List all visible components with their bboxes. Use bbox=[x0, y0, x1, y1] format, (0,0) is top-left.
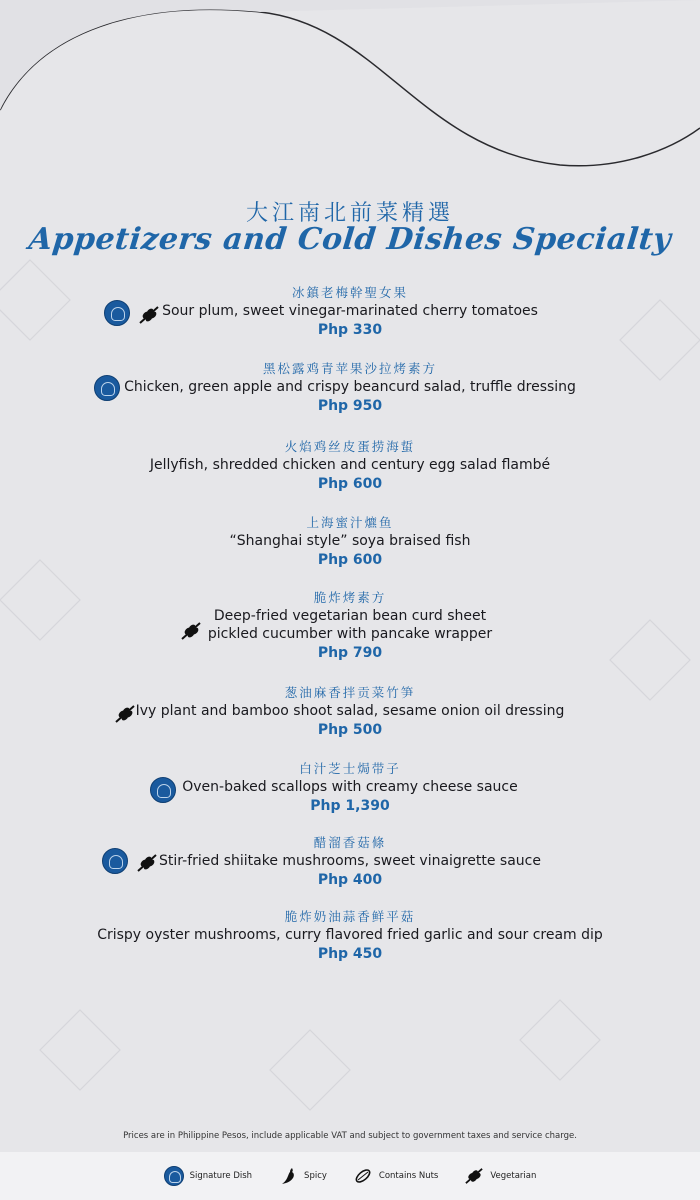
dish-description: Deep-fried vegetarian bean curd sheet bbox=[213, 608, 487, 624]
dish-name-chinese: 火焰鸡丝皮蛋捞海蜇 bbox=[284, 439, 416, 454]
dish-price: Php 600 bbox=[317, 476, 383, 492]
dish-price: Php 500 bbox=[317, 722, 383, 738]
dish-description: Sour plum, sweet vinegar-marinated cherry tomatoes bbox=[162, 303, 538, 319]
menu-item bbox=[0, 514, 700, 570]
legend-label: Contains Nuts bbox=[378, 1171, 439, 1181]
dish-description: Jellyfish, shredded chicken and century egg salad flambé bbox=[149, 457, 551, 473]
vegetarian-icon bbox=[114, 703, 136, 724]
legend-signature-dish bbox=[164, 1166, 252, 1186]
dish-description: Crispy oyster mushrooms, curry flavored fried garlic and sour cream dip bbox=[97, 927, 603, 943]
dish-price: Php 1,390 bbox=[310, 798, 390, 814]
legend-spicy bbox=[278, 1166, 327, 1186]
dish-price: Php 330 bbox=[317, 322, 383, 338]
menu-item bbox=[0, 760, 700, 816]
price-disclaimer: Prices are in Philippine Pesos, include applicable VAT and subject to government taxes and service charge. bbox=[123, 1131, 577, 1141]
menu-item bbox=[0, 438, 700, 494]
dish-price: Php 450 bbox=[317, 946, 383, 962]
dish-price: Php 400 bbox=[317, 872, 383, 888]
dish-name-chinese: 黑松露鸡青苹果沙拉烤素方 bbox=[262, 361, 437, 376]
dish-name-chinese: 冰鎮老梅幹聖女果 bbox=[291, 285, 408, 300]
dish-description: Chicken, green apple and crispy beancurd salad, truffle dressing bbox=[124, 379, 576, 395]
legend-label: Spicy bbox=[304, 1171, 327, 1181]
vegetarian-icon bbox=[138, 304, 160, 325]
legend-label: Signature Dish bbox=[189, 1171, 253, 1181]
signature-dish-icon bbox=[150, 777, 176, 807]
dish-description: Ivy plant and bamboo shoot salad, sesame onion oil dressing bbox=[135, 703, 565, 719]
vegetarian-icon bbox=[180, 620, 202, 641]
chili-pepper-icon bbox=[278, 1166, 298, 1186]
legend-label: Vegetarian bbox=[490, 1171, 537, 1181]
nut-icon bbox=[353, 1166, 373, 1186]
vegetarian-icon bbox=[136, 852, 158, 873]
dish-name-chinese: 醋溜香菇條 bbox=[313, 835, 387, 850]
dish-price: Php 600 bbox=[317, 552, 383, 568]
dish-price: Php 790 bbox=[317, 645, 383, 661]
signature-dish-icon bbox=[104, 300, 130, 330]
dish-name-chinese: 脆炸烤素方 bbox=[313, 590, 387, 605]
legend-contains-nuts bbox=[353, 1166, 438, 1186]
dish-description: Stir-fried shiitake mushrooms, sweet vinaigrette sauce bbox=[159, 853, 541, 869]
dish-name-chinese: 脆炸奶油蒜香鲜平菇 bbox=[284, 909, 416, 924]
legend-vegetarian bbox=[464, 1167, 536, 1185]
signature-dish-icon bbox=[102, 848, 128, 878]
menu-item bbox=[0, 684, 700, 740]
dish-name-chinese: 上海蜜汁爊鱼 bbox=[306, 515, 394, 530]
menu-item bbox=[0, 908, 700, 964]
dish-description: Oven-baked scallops with creamy cheese sauce bbox=[182, 779, 518, 795]
section-title-chinese: 大江南北前菜精選 bbox=[245, 201, 454, 226]
signature-dish-icon bbox=[164, 1166, 184, 1186]
icon-legend bbox=[0, 1152, 700, 1200]
menu-item bbox=[0, 589, 700, 663]
wheat-leaf-icon bbox=[464, 1167, 484, 1185]
signature-dish-icon bbox=[94, 375, 120, 405]
section-title-english: Appetizers and Cold Dishes Specialty bbox=[27, 222, 673, 257]
dish-description: pickled cucumber with pancake wrapper bbox=[207, 626, 493, 642]
dish-price: Php 950 bbox=[317, 398, 383, 414]
dish-name-chinese: 葱油麻香拌贡菜竹笋 bbox=[284, 685, 416, 700]
dish-name-chinese: 白汁芝士焗带子 bbox=[299, 761, 401, 776]
dish-description: “Shanghai style” soya braised fish bbox=[229, 533, 471, 549]
